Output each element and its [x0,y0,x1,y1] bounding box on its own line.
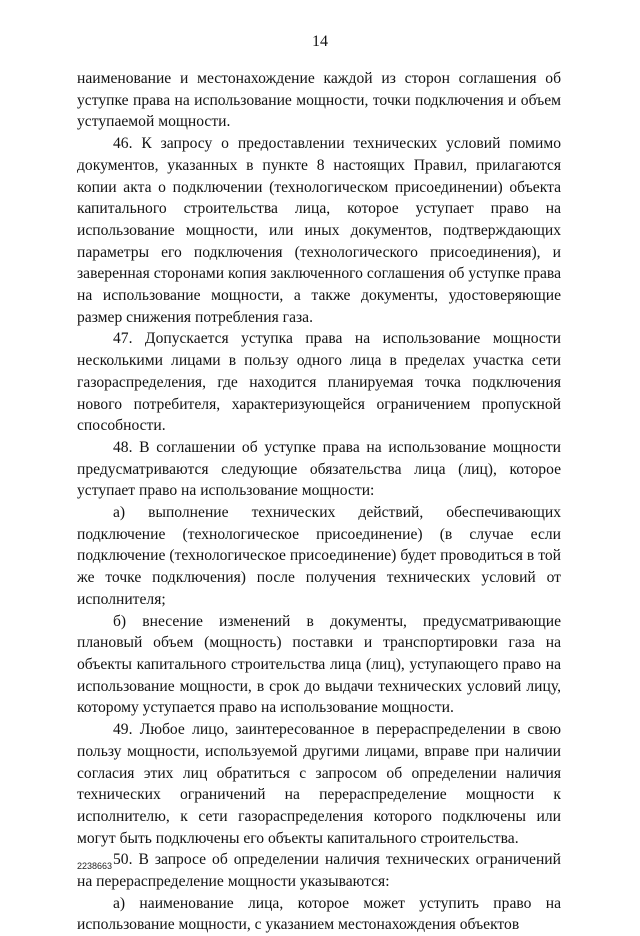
paragraph-49: 49. Любое лицо, заинтересованное в перераспределении в свою пользу мощности, используемой другими лицами, вправе при наличии согласия этих лиц обратиться с запросом об определении наличия технических ограничений на перераспределение мощности к исполнителю, к сети газораспределения которого подключены или могут быть подключены его объекты капитального строительства. [77,721,561,847]
paragraph-47: 47. Допускается уступка права на использование мощности несколькими лицами в пользу одного лица в пределах участка сети газораспределения, где находится планируемая точка подключения нового потребителя, характеризующейся ограничением пропускной способности. [77,330,561,435]
page-number: 14 [312,33,328,50]
paragraph-50: 50. В запросе об определении наличия технических ограничений на перераспределение мощности указываются: [77,851,561,891]
paragraph-48: 48. В соглашении об уступке права на использование мощности предусматриваются следующие обязательства лица (лиц), которое уступает право на использование мощности: [77,438,561,500]
document-id: 2238663 [77,861,113,871]
paragraph-48-b: б) внесение изменений в документы, предусматривающие плановый объем (мощность) поставки и транспортировки газа на объекты капитального строительства лица (лиц), уступающего право на использование мощности, в срок до выдачи технических условий лицу, которому уступается право на использование мощности. [77,612,561,717]
paragraph-continuation: наименование и местонахождение каждой из сторон соглашения об уступке права на использование мощности, точки подключения и объем уступаемой мощности. [77,70,561,131]
paragraph-48-a: а) выполнение технических действий, обеспечивающих подключение (технологическое присоединение) (в случае если подключение (технологическое присоединение) будет проводиться в той же точке подключения) после получения технических условий от исполнителя; [77,504,561,608]
paragraph-46: 46. К запросу о предоставлении технических условий помимо документов, указанных в пункте 8 настоящих Правил, прилагаются копии акта о подключении (технологическом присоединении) объекта капитального строительства лица, которое уступает право на использование мощности, или иных документов, подтверждающих параметры его подключения (технологического присоединения), и заверенная сторонами копия заключенного соглашения об уступке права на использование мощности, а также документы, удостоверяющие размер снижения потребления газа. [77,135,561,326]
document-body [77,68,561,936]
paragraph-50-a: а) наименование лица, которое может уступить право на использование мощности, с указанием местонахождения объектов [77,894,561,934]
